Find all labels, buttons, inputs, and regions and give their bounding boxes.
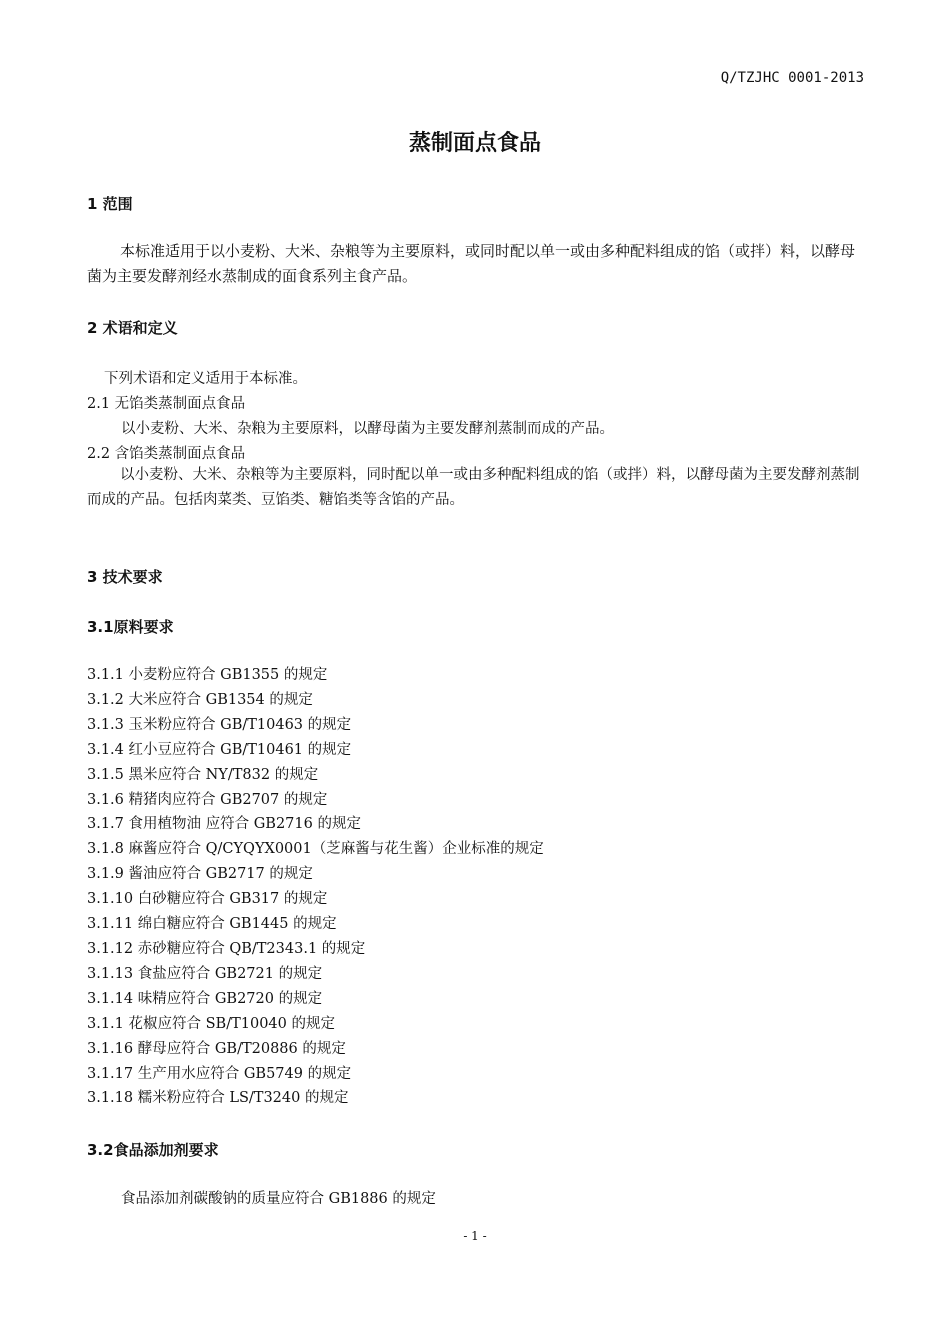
list-item: 3.1.17 生产用水应符合 GB5749 的规定 [87, 1065, 352, 1082]
subsection-heading-additives: 3.2食品添加剂要求 [87, 1141, 219, 1159]
list-item: 3.1.6 精猪肉应符合 GB2707 的规定 [87, 791, 328, 808]
list-item: 3.1.11 绵白糖应符合 GB1445 的规定 [87, 916, 337, 933]
page-number: - 1 - [463, 1229, 487, 1243]
term-text-no-filling: 以小麦粉、大米、杂粮为主要原料，以酵母菌为主要发酵剂蒸制而成的产品。 [121, 421, 614, 437]
list-item: 3.1.14 味精应符合 GB2720 的规定 [87, 990, 323, 1007]
document-title: 蒸制面点食品 [408, 131, 541, 156]
list-item: 3.1.1 花椒应符合 SB/T10040 的规定 [87, 1015, 335, 1032]
list-item: 3.1.12 赤砂糖应符合 QB/T2343.1 的规定 [87, 940, 366, 957]
term-heading-no-filling: 2.1 无馅类蒸制面点食品 [87, 396, 246, 412]
list-item: 3.1.10 白砂糖应符合 GB317 的规定 [87, 891, 328, 908]
list-item: 3.1.8 麻酱应符合 Q/CYQYX0001（芝麻酱与花生酱）企业标准的规定 [87, 841, 544, 858]
list-item: 3.1.4 红小豆应符合 GB/T10461 的规定 [87, 741, 352, 758]
list-item: 3.1.16 酵母应符合 GB/T20886 的规定 [87, 1040, 346, 1057]
section-heading-terms: 2 术语和定义 [87, 319, 178, 337]
list-item: 3.1.7 食用植物油 应符合 GB2716 的规定 [87, 816, 361, 833]
list-item: 3.1.5 黑米应符合 NY/T832 的规定 [87, 766, 319, 783]
list-item: 3.1.9 酱油应符合 GB2717 的规定 [87, 866, 313, 883]
terms-intro: 下列术语和定义适用于本标准。 [104, 371, 307, 387]
term-text-with-filling: 以小麦粉、大米、杂粮等为主要原料，同时配以单一或由多种配料组成的馅（或拌）料，以酵母菌为主要发酵剂蒸制而成的产品。包括肉菜类、豆馅类、糖馅类等含馅的产品。 [87, 467, 860, 508]
term-heading-with-filling: 2.2 含馅类蒸制面点食品 [87, 446, 246, 462]
list-item: 3.1.18 糯米粉应符合 LS/T3240 的规定 [87, 1090, 349, 1107]
list-item: 3.1.13 食盐应符合 GB2721 的规定 [87, 965, 323, 982]
materials-list [87, 663, 544, 1111]
section-heading-tech: 3 技术要求 [87, 568, 163, 586]
subsection-heading-materials: 3.1原料要求 [87, 618, 174, 636]
list-item: 3.1.3 玉米粉应符合 GB/T10463 的规定 [87, 716, 352, 733]
list-item: 3.1.2 大米应符合 GB1354 的规定 [87, 691, 313, 708]
document-code: Q/TZJHC 0001-2013 [720, 70, 864, 86]
additives-paragraph: 食品添加剂碳酸钠的质量应符合 GB1886 的规定 [121, 1191, 436, 1207]
section-heading-scope: 1 范围 [87, 195, 133, 213]
list-item: 3.1.1 小麦粉应符合 GB1355 的规定 [87, 667, 328, 683]
scope-paragraph: 本标准适用于以小麦粉、大米、杂粮等为主要原料，或同时配以单一或由多种配料组成的馅（或拌）料，以酵母菌为主要发酵剂经水蒸制成的面食系列主食产品。 [87, 242, 856, 285]
